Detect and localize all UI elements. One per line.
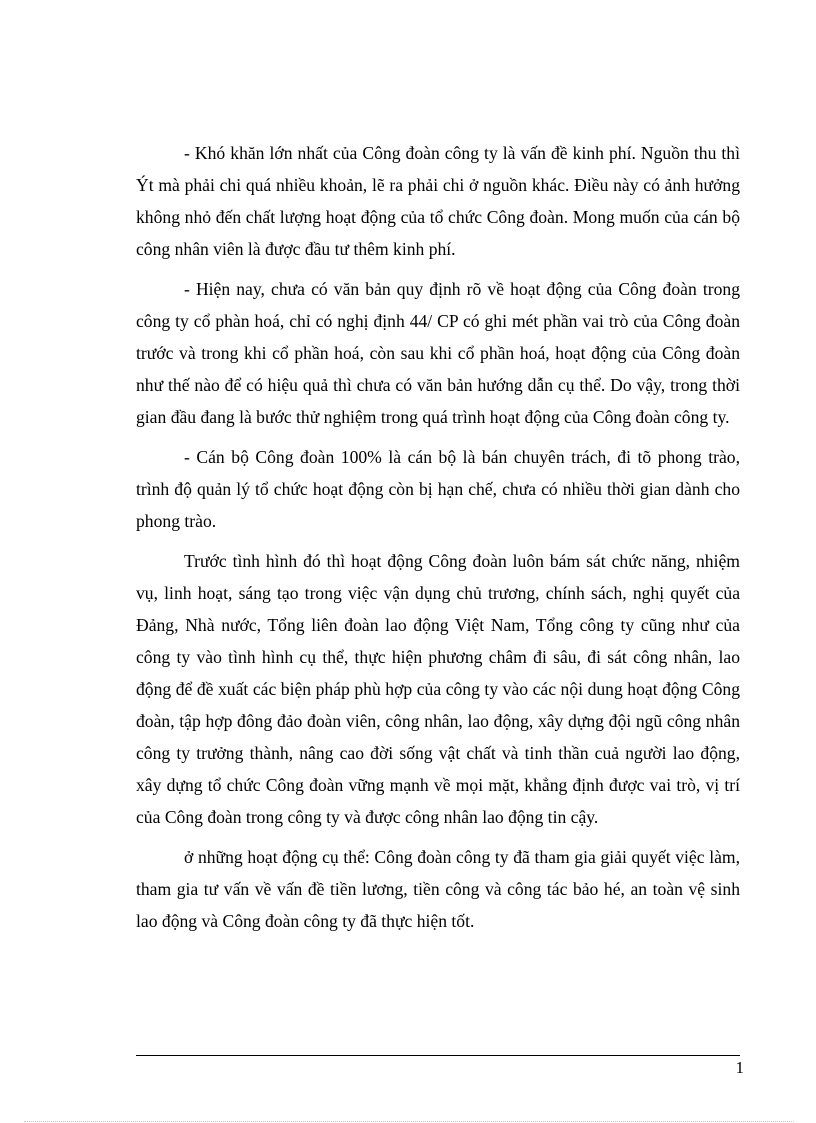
paragraph-regulation-gap: - Hiện nay, chưa có văn bản quy định rõ về hoạt động của Công đoàn trong công ty cổ phàn hoá, chỉ có nghị định 44/ CP có ghi mét phần vai trò của Công đoàn trước và trong khi cổ phần hoá, còn sau khi cổ phần hoá, hoạt động của Công đoàn như thế nào để có hiệu quả thì chưa có văn bản hướng dẫn cụ thể. Do vậy, trong thời gian đầu đang là bước thử nghiệm trong quá trình hoạt động của Công đoàn công ty.: [136, 279, 740, 427]
paragraph-staff-limitations: - Cán bộ Công đoàn 100% là cán bộ là bán chuyên trách, đi tõ phong trào, trình độ quản lý tổ chức hoạt động còn bị hạn chế, chưa có nhiều thời gian dành cho phong trào.: [136, 447, 740, 531]
footer-divider: [136, 1055, 740, 1056]
document-body: [136, 137, 740, 945]
page-number: 1: [735, 1058, 744, 1077]
paragraph-specific-activities: ở những hoạt động cụ thể: Công đoàn công ty đã tham gia giải quyết việc làm, tham gia tư vấn về vấn đề tiền lương, tiền công và công tác bảo hé, an toàn vệ sinh lao động và Công đoàn công ty đã thực hiện tốt.: [136, 847, 740, 931]
page-bottom-border: [24, 1121, 794, 1122]
paragraph-funding-difficulty: - Khó khăn lớn nhất của Công đoàn công ty là vấn đề kinh phí. Nguồn thu thì Ýt mà phải chi quá nhiều khoản, lẽ ra phải chi ở nguồn khác. Điều này có ảnh hưởng không nhỏ đến chất lượng hoạt động của tổ chức Công đoàn. Mong muốn của cán bộ công nhân viên là được đầu tư thêm kinh phí.: [136, 143, 740, 259]
paragraph-union-activities: Trước tình hình đó thì hoạt động Công đoàn luôn bám sát chức năng, nhiệm vụ, linh hoạt, sáng tạo trong việc vận dụng chủ trương, chính sách, nghị quyết của Đảng, Nhà nước, Tổng liên đoàn lao động Việt Nam, Tổng công ty cũng như của công ty vào tình hình cụ thể, thực hiện phương châm đi sâu, đi sát công nhân, lao động để đề xuất các biện pháp phù hợp của công ty vào các nội dung hoạt động Công đoàn, tập hợp đông đảo đoàn viên, công nhân, lao động, xây dựng đội ngũ công nhân công ty trưởng thành, nâng cao đời sống vật chất và tinh thần cuả người lao động, xây dựng tổ chức Công đoàn vững mạnh về mọi mặt, khẳng định được vai trò, vị trí của Công đoàn trong công ty và được công nhân lao động tin cậy.: [136, 551, 740, 827]
